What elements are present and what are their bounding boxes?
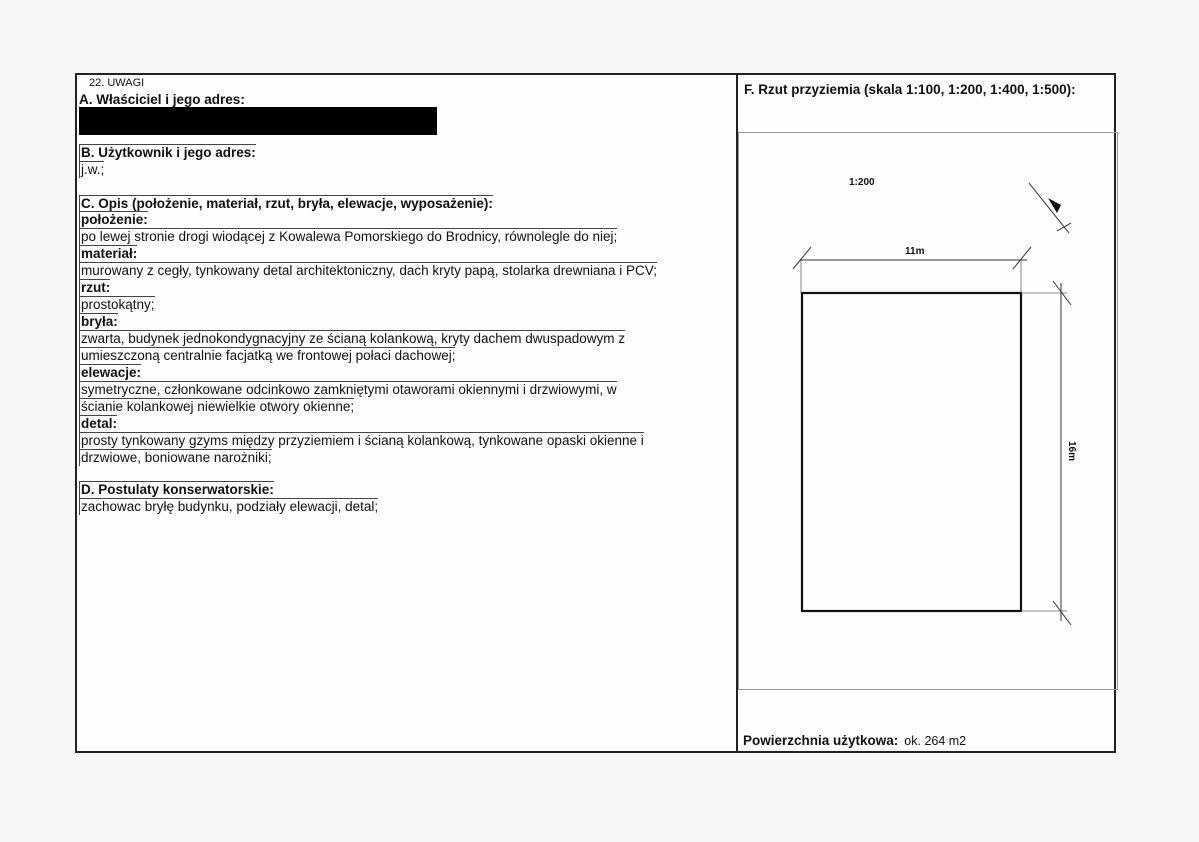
elevations-label: elewacje:	[81, 365, 142, 380]
description-heading: C. Opis (położenie, materiał, rzut, bryła, elewacje, wyposażenie):	[81, 196, 493, 211]
massing-value-2: umieszczoną centralnie facjatką we frontowej połaci dachowej;	[81, 348, 456, 363]
detail-value-1: prosty tynkowany gzyms między przyziemiem i ścianą kolankową, tynkowane opaski okienne i	[81, 433, 644, 448]
owner-heading: A. Właściciel i jego adres:	[79, 92, 245, 107]
plan-label: rzut:	[81, 280, 111, 295]
massing-label: bryła:	[81, 314, 118, 329]
width-label: 11m	[905, 246, 925, 257]
detail-label: detal:	[81, 416, 118, 431]
length-label: 16m	[1066, 441, 1077, 462]
elevations-value-1: symetryczne, członkowane odcinkowo zamkniętymi otaworami okiennymi i drzwiowymi, w	[81, 382, 617, 397]
plan-value: prostokątny;	[81, 297, 155, 312]
user-heading: B. Użytkownik i jego adres:	[81, 145, 256, 160]
ground-plan-drawing	[738, 132, 1118, 690]
redacted-owner-address	[79, 107, 437, 135]
right-column	[738, 75, 1116, 751]
section-number: 22. UWAGI	[89, 77, 145, 89]
north-arrow-icon	[1029, 183, 1071, 233]
left-column	[77, 75, 738, 751]
scale-label: 1:200	[849, 177, 875, 188]
location-value: po lewej stronie drogi wiodącej z Kowalewa Pomorskiego do Brodnicy, równolegle do niej;	[81, 229, 618, 244]
material-value: murowany z cegły, tynkowany detal architektoniczny, dach kryty papą, stolarka drewniana i PCV;	[81, 263, 658, 278]
usable-area-label: Powierzchnia użytkowa:	[743, 733, 899, 748]
location-label: położenie:	[81, 212, 148, 227]
elevations-value-2: ścianie kolankowej niewielkie otwory okienne;	[81, 399, 355, 414]
ground-plan-heading: F. Rzut przyziemia (skala 1:100, 1:200, 1:400, 1:500):	[744, 82, 1076, 97]
usable-area-value: ok. 264 m2	[904, 734, 967, 748]
detail-value-2: drzwiowe, boniowane narożniki;	[81, 450, 272, 465]
ground-plan-svg	[739, 133, 1119, 691]
conservation-value: zachowac bryłę budynku, podziały elewacji, detal;	[81, 499, 379, 514]
material-label: materiał:	[81, 246, 138, 261]
usable-area	[743, 733, 966, 748]
inventory-card	[75, 73, 1116, 753]
conservation-heading: D. Postulaty konserwatorskie:	[81, 482, 274, 497]
massing-value-1: zwarta, budynek jednokondygnacyjny ze ścianą kolankową, kryty dachem dwuspadowym z	[81, 331, 626, 346]
building-outline	[802, 293, 1021, 611]
length-dimension	[1021, 281, 1071, 625]
user-value: j.w.;	[81, 162, 105, 177]
